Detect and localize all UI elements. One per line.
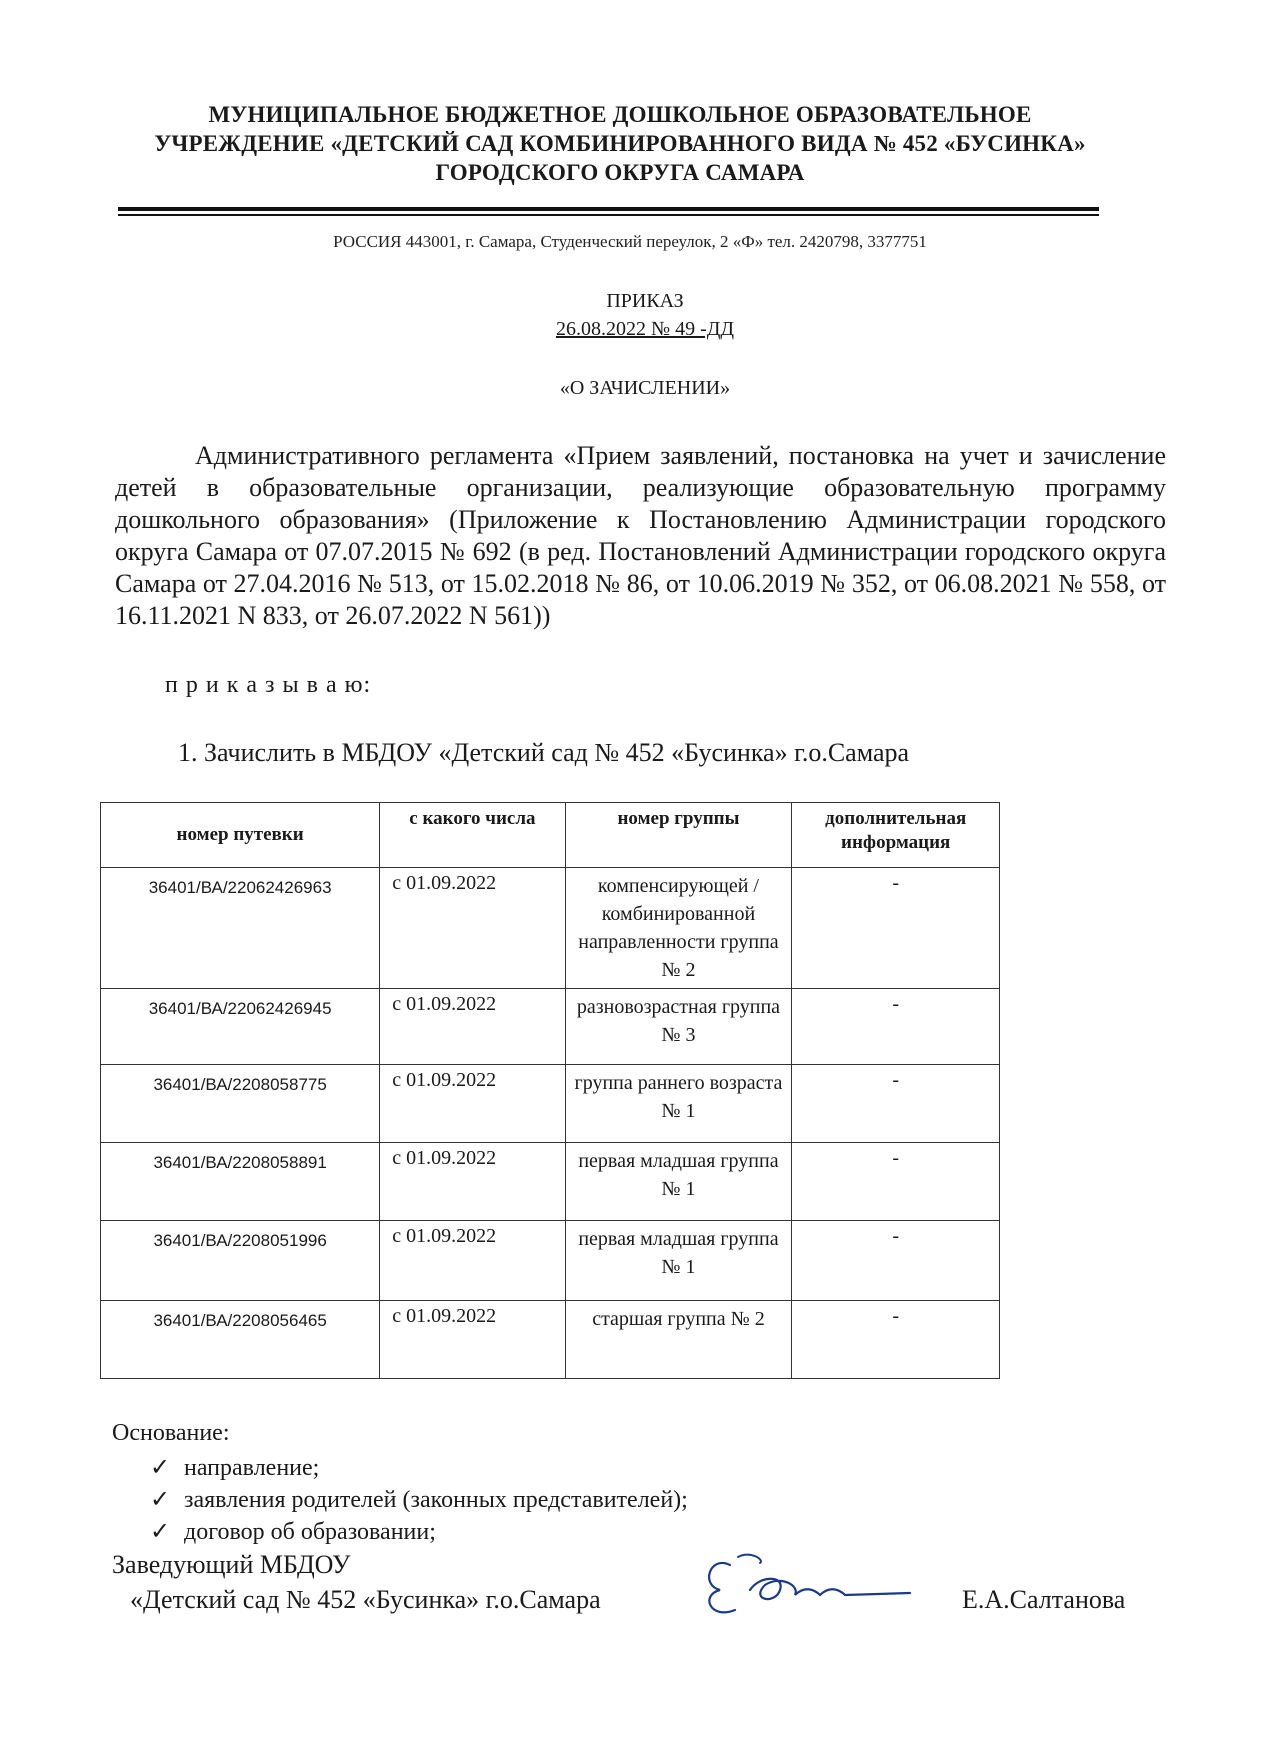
signatory-title: Заведующий МБДОУ bbox=[112, 1550, 351, 1579]
basis-item-text: заявления родителей (законных представителей); bbox=[184, 1487, 688, 1513]
additional-info: - bbox=[792, 868, 1000, 989]
col-header-date: с какого числа bbox=[380, 803, 565, 868]
table-row bbox=[101, 868, 1000, 989]
org-line-1: МУНИЦИПАЛЬНОЕ БЮДЖЕТНОЕ ДОШКОЛЬНОЕ ОБРАЗОВАТЕЛЬНОЕ bbox=[208, 102, 1032, 127]
start-date: с 01.09.2022 bbox=[380, 1143, 565, 1221]
col-header-info: дополнительная информация bbox=[792, 803, 1000, 868]
basis-item-text: договор об образовании; bbox=[184, 1519, 436, 1545]
order-number bbox=[0, 318, 1276, 341]
preamble-paragraph: Административного регламента «Прием заявлений, постановка на учет и зачисление детей в образовательные организации, реализующие образовательную программу дошкольного образования» (Приложение к Постановлению Администрации городского округа Самара от 07.07.2015 № 692 (в ред. Постановлений Администрации городского округа Самара от 27.04.2016 № 513, от 15.02.2018 № 86, от 10.06.2019 № 352, от 06.08.2021 № 558, от 16.11.2021 N 833, от 26.07.2022 N 561)) bbox=[115, 441, 1166, 630]
order-title: ПРИКАЗ bbox=[606, 290, 684, 312]
group-name: компенсирующей /комбинированной направленности группа № 2 bbox=[565, 868, 792, 989]
start-date: с 01.09.2022 bbox=[380, 1065, 565, 1143]
col-header-group: номер группы bbox=[565, 803, 792, 868]
enrollment-table bbox=[100, 802, 1000, 1379]
table-row bbox=[101, 1221, 1000, 1301]
start-date: с 01.09.2022 bbox=[380, 1301, 565, 1379]
voucher-number: 36401/ВА/2208058891 bbox=[101, 1143, 380, 1221]
table-row bbox=[101, 1143, 1000, 1221]
list-item bbox=[150, 1516, 688, 1548]
table-header-row bbox=[101, 803, 1000, 868]
signatory-org: «Детский сад № 452 «Бусинка» г.о.Самара bbox=[130, 1585, 601, 1614]
col-header-voucher: номер путевки bbox=[101, 803, 380, 868]
signatory-name: Е.А.Салтанова bbox=[962, 1585, 1126, 1614]
header-divider-thin bbox=[118, 214, 1099, 216]
voucher-number: 36401/ВА/2208051996 bbox=[101, 1221, 380, 1301]
additional-info: - bbox=[792, 989, 1000, 1065]
voucher-number: 36401/ВА/22062426963 bbox=[101, 868, 380, 989]
order-item-1: 1. Зачислить в МБДОУ «Детский сад № 452 «Бусинка» г.о.Самара bbox=[178, 738, 910, 767]
group-name: первая младшая группа № 1 bbox=[565, 1221, 792, 1301]
table-row bbox=[101, 1301, 1000, 1379]
additional-info: - bbox=[792, 1221, 1000, 1301]
group-name: группа раннего возраста № 1 bbox=[565, 1065, 792, 1143]
table-row bbox=[101, 989, 1000, 1065]
voucher-number: 36401/ВА/22062426945 bbox=[101, 989, 380, 1065]
check-icon: ✓ bbox=[150, 1519, 171, 1545]
check-icon: ✓ bbox=[150, 1487, 171, 1513]
group-name: первая младшая группа № 1 bbox=[565, 1143, 792, 1221]
additional-info: - bbox=[792, 1065, 1000, 1143]
order-number-text: 26.08.2022 № 49 -ДД bbox=[555, 318, 735, 340]
order-subject: «О ЗАЧИСЛЕНИИ» bbox=[559, 377, 731, 399]
check-icon: ✓ bbox=[150, 1455, 171, 1481]
additional-info: - bbox=[792, 1301, 1000, 1379]
voucher-number: 36401/ВА/2208058775 bbox=[101, 1065, 380, 1143]
org-line-3: ГОРОДСКОГО ОКРУГА САМАРА bbox=[435, 160, 805, 185]
additional-info: - bbox=[792, 1143, 1000, 1221]
group-name: старшая группа № 2 bbox=[565, 1301, 792, 1379]
start-date: с 01.09.2022 bbox=[380, 989, 565, 1065]
handwritten-signature bbox=[690, 1545, 930, 1625]
header-divider-thick bbox=[118, 207, 1099, 211]
group-name: разновозрастная группа № 3 bbox=[565, 989, 792, 1065]
start-date: с 01.09.2022 bbox=[380, 1221, 565, 1301]
org-line-2: УЧРЕЖДЕНИЕ «ДЕТСКИЙ САД КОМБИНИРОВАННОГО ВИДА № 452 «БУСИНКА» bbox=[154, 131, 1086, 156]
basis-item-text: направление; bbox=[184, 1455, 320, 1481]
order-verb: п р и к а з ы в а ю: bbox=[165, 672, 372, 698]
basis-list bbox=[150, 1452, 688, 1548]
organization-header bbox=[110, 100, 1130, 187]
start-date: с 01.09.2022 bbox=[380, 868, 565, 989]
voucher-number: 36401/ВА/2208056465 bbox=[101, 1301, 380, 1379]
basis-label: Основание: bbox=[112, 1420, 230, 1446]
list-item bbox=[150, 1452, 688, 1484]
list-item bbox=[150, 1484, 688, 1516]
table-row bbox=[101, 1065, 1000, 1143]
address-line: РОССИЯ 443001, г. Самара, Студенческий переулок, 2 «Ф» тел. 2420798, 3377751 bbox=[333, 232, 927, 251]
